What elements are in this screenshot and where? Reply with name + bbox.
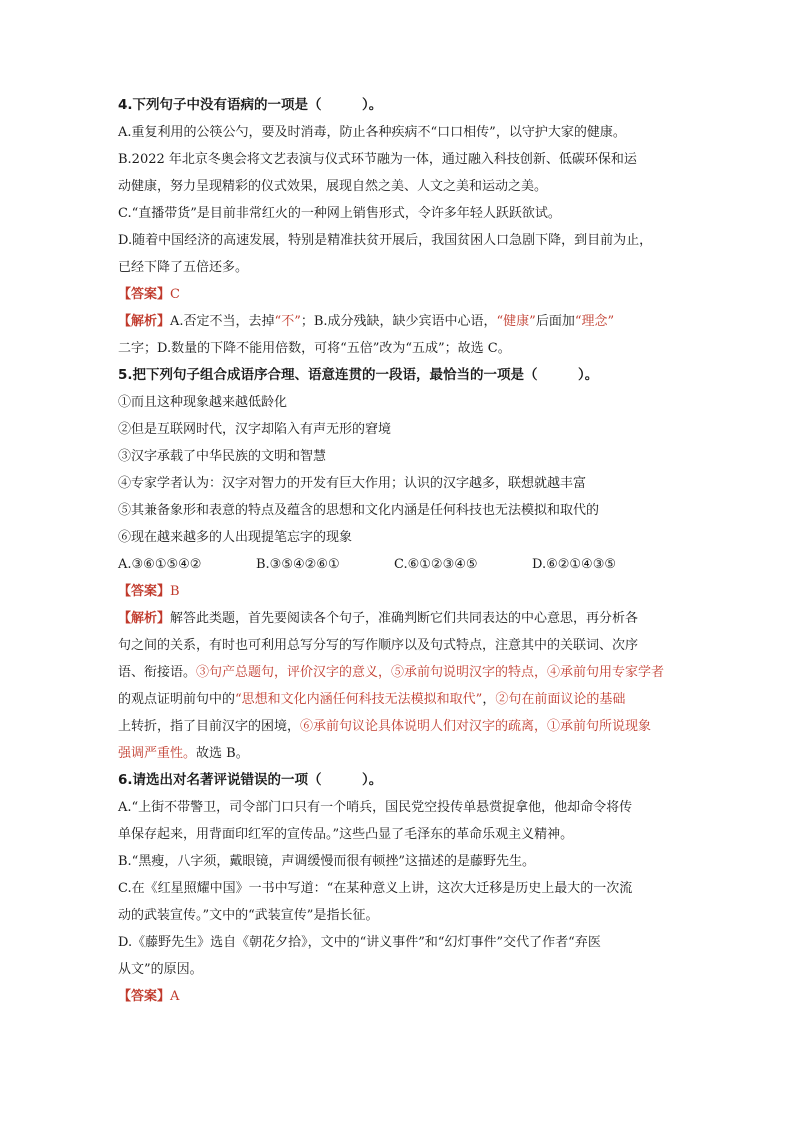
q5-option-a: A.③⑥①⑤④② <box>118 557 202 572</box>
q6-option-c: C.在《红星照耀中国》一书中写道：“在某种意义上讲，这次大迁移是历史上最大的一次流 <box>118 881 633 896</box>
q4-option-a: A.重复利用的公筷公勺，要及时消毒，防止各种疾病不“口口相传”，以守护大家的健康。 <box>118 125 626 140</box>
answer-tag: 【答案】 <box>118 584 171 599</box>
analysis-tag: 【解析】 <box>118 314 171 329</box>
analysis-quote: “健康” <box>496 314 536 329</box>
q4-stem: 4.下列句子中没有语病的一项是（ ）。 <box>118 97 383 113</box>
q6-option-c-cont: 动的武装宣传。”文中的“武装宣传”是指长征。 <box>118 908 379 923</box>
analysis-text: 语、衔接语。 <box>118 665 197 680</box>
q5-option-d: D.⑥②①④③⑤ <box>532 557 617 572</box>
analysis-highlight: ⑥承前句议论具体说明人们对汉字的疏离，①承前句所说现象 <box>300 719 652 734</box>
analysis-text: 上转折，指了目前汉字的困境， <box>118 719 301 734</box>
answer-tag: 【答案】 <box>118 989 171 1004</box>
q6-answer <box>118 983 678 1010</box>
q5-stem: 5.把下列句子组合成语序合理、语意连贯的一段语，最恰当的一项是（ ）。 <box>118 367 599 383</box>
q4-analysis-line-2: 二字；D.数量的下降不能用倍数，可将“五倍”改为“五成”；故选 C。 <box>118 341 511 356</box>
analysis-text: 故选 B。 <box>196 746 249 761</box>
analysis-quote: “理念” <box>574 314 615 329</box>
q6-stem: 6.请选出对名著评说错误的一项（ ）。 <box>118 772 383 788</box>
document-page <box>118 92 678 1010</box>
analysis-text: 解答此类题，首先要阅读各个句子，准确判断它们共同表达的中心意思，再分析各 <box>170 611 639 626</box>
q5-option-b: B.③⑤④②⑥① <box>256 557 340 572</box>
answer-value: C <box>170 287 180 302</box>
q4-analysis-line-1 <box>118 308 678 335</box>
q6-option-b: B.“黑瘦，八字须，戴眼镜，声调缓慢而很有顿挫”这描述的是藤野先生。 <box>118 854 535 869</box>
q5-analysis-line-5 <box>118 713 678 740</box>
analysis-highlight: ③句产总题句，评价汉字的意义，⑤承前句说明汉字的特点，④承前句用专家学者 <box>196 665 665 680</box>
analysis-text: A.否定不当，去掉 <box>170 314 275 329</box>
q5-answer <box>118 578 678 605</box>
answer-value: B <box>170 584 180 599</box>
q4-option-c: C.“直播带货”是目前非常红火的一种网上销售形式，令许多年轻人跃跃欲试。 <box>118 206 561 221</box>
answer-tag: 【答案】 <box>118 287 171 302</box>
q5-sentence-4: ④专家学者认为：汉字对智力的开发有巨大作用；认识的汉字越多，联想就越丰富 <box>118 476 587 491</box>
q6-option-d: D.《藤野先生》选自《朝花夕拾》，文中的“讲义事件”和“幻灯事件”交代了作者“弃医 <box>118 935 601 950</box>
q5-option-c: C.⑥①②③④⑤ <box>394 557 478 572</box>
analysis-quote: “思想和文化内涵任何科技无法模拟和取代” <box>235 692 483 707</box>
analysis-text: 的观点证明前句中的 <box>118 692 236 707</box>
analysis-highlight: ②句在前面议论的基础 <box>495 692 626 707</box>
q4-option-b: B.2022 年北京冬奥会将文艺表演与仪式环节融为一体，通过融入科技创新、低碳环保和运 <box>118 152 637 167</box>
q5-sentence-1: ①而且这种现象越来越低龄化 <box>118 395 288 410</box>
analysis-text: ；B.成分残缺，缺少宾语中心语， <box>300 314 497 329</box>
analysis-tag: 【解析】 <box>118 611 171 626</box>
q6-option-a-cont: 单保存起来，用背面印红军的宣传品。”这些凸显了毛泽东的革命乐观主义精神。 <box>118 827 574 842</box>
q5-sentence-6: ⑥现在越来越多的人出现提笔忘字的现象 <box>118 530 353 545</box>
analysis-text: 后面加 <box>535 314 575 329</box>
q5-options <box>118 551 678 578</box>
analysis-highlight: 强调严重性。 <box>118 746 197 761</box>
q4-option-d: D.随着中国经济的高速发展，特别是精准扶贫开展后，我国贫困人口急剧下降，到目前为止， <box>118 233 653 248</box>
q5-analysis-line-6 <box>118 740 678 767</box>
q5-analysis-line-2: 句之间的关系，有时也可利用总写分写的写作顺序以及句式特点，注意其中的关联词、次序 <box>118 638 639 653</box>
q5-sentence-3: ③汉字承载了中华民族的文明和智慧 <box>118 449 327 464</box>
q5-analysis-line-1 <box>118 605 678 632</box>
q4-option-d-cont: 已经下降了五倍还多。 <box>118 260 249 275</box>
q4-option-b-cont: 动健康，努力呈现精彩的仪式效果，展现自然之美、人文之美和运动之美。 <box>118 179 548 194</box>
analysis-quote: “不” <box>274 314 301 329</box>
q5-sentence-5: ⑤其兼备象形和表意的特点及蕴含的思想和文化内涵是任何科技也无法模拟和取代的 <box>118 503 600 518</box>
analysis-text: ， <box>482 692 496 707</box>
q4-answer <box>118 281 678 308</box>
answer-value: A <box>170 989 180 1004</box>
q6-option-a: A.“上街不带警卫，司令部门口只有一个哨兵，国民党空投传单悬赏捉拿他，他却命令将传 <box>118 800 633 815</box>
q5-sentence-2: ②但是互联网时代，汉字却陷入有声无形的窘境 <box>118 422 392 437</box>
q5-analysis-line-4 <box>118 686 678 713</box>
q6-option-d-cont: 从文”的原因。 <box>118 962 203 977</box>
q5-analysis-line-3 <box>118 659 678 686</box>
